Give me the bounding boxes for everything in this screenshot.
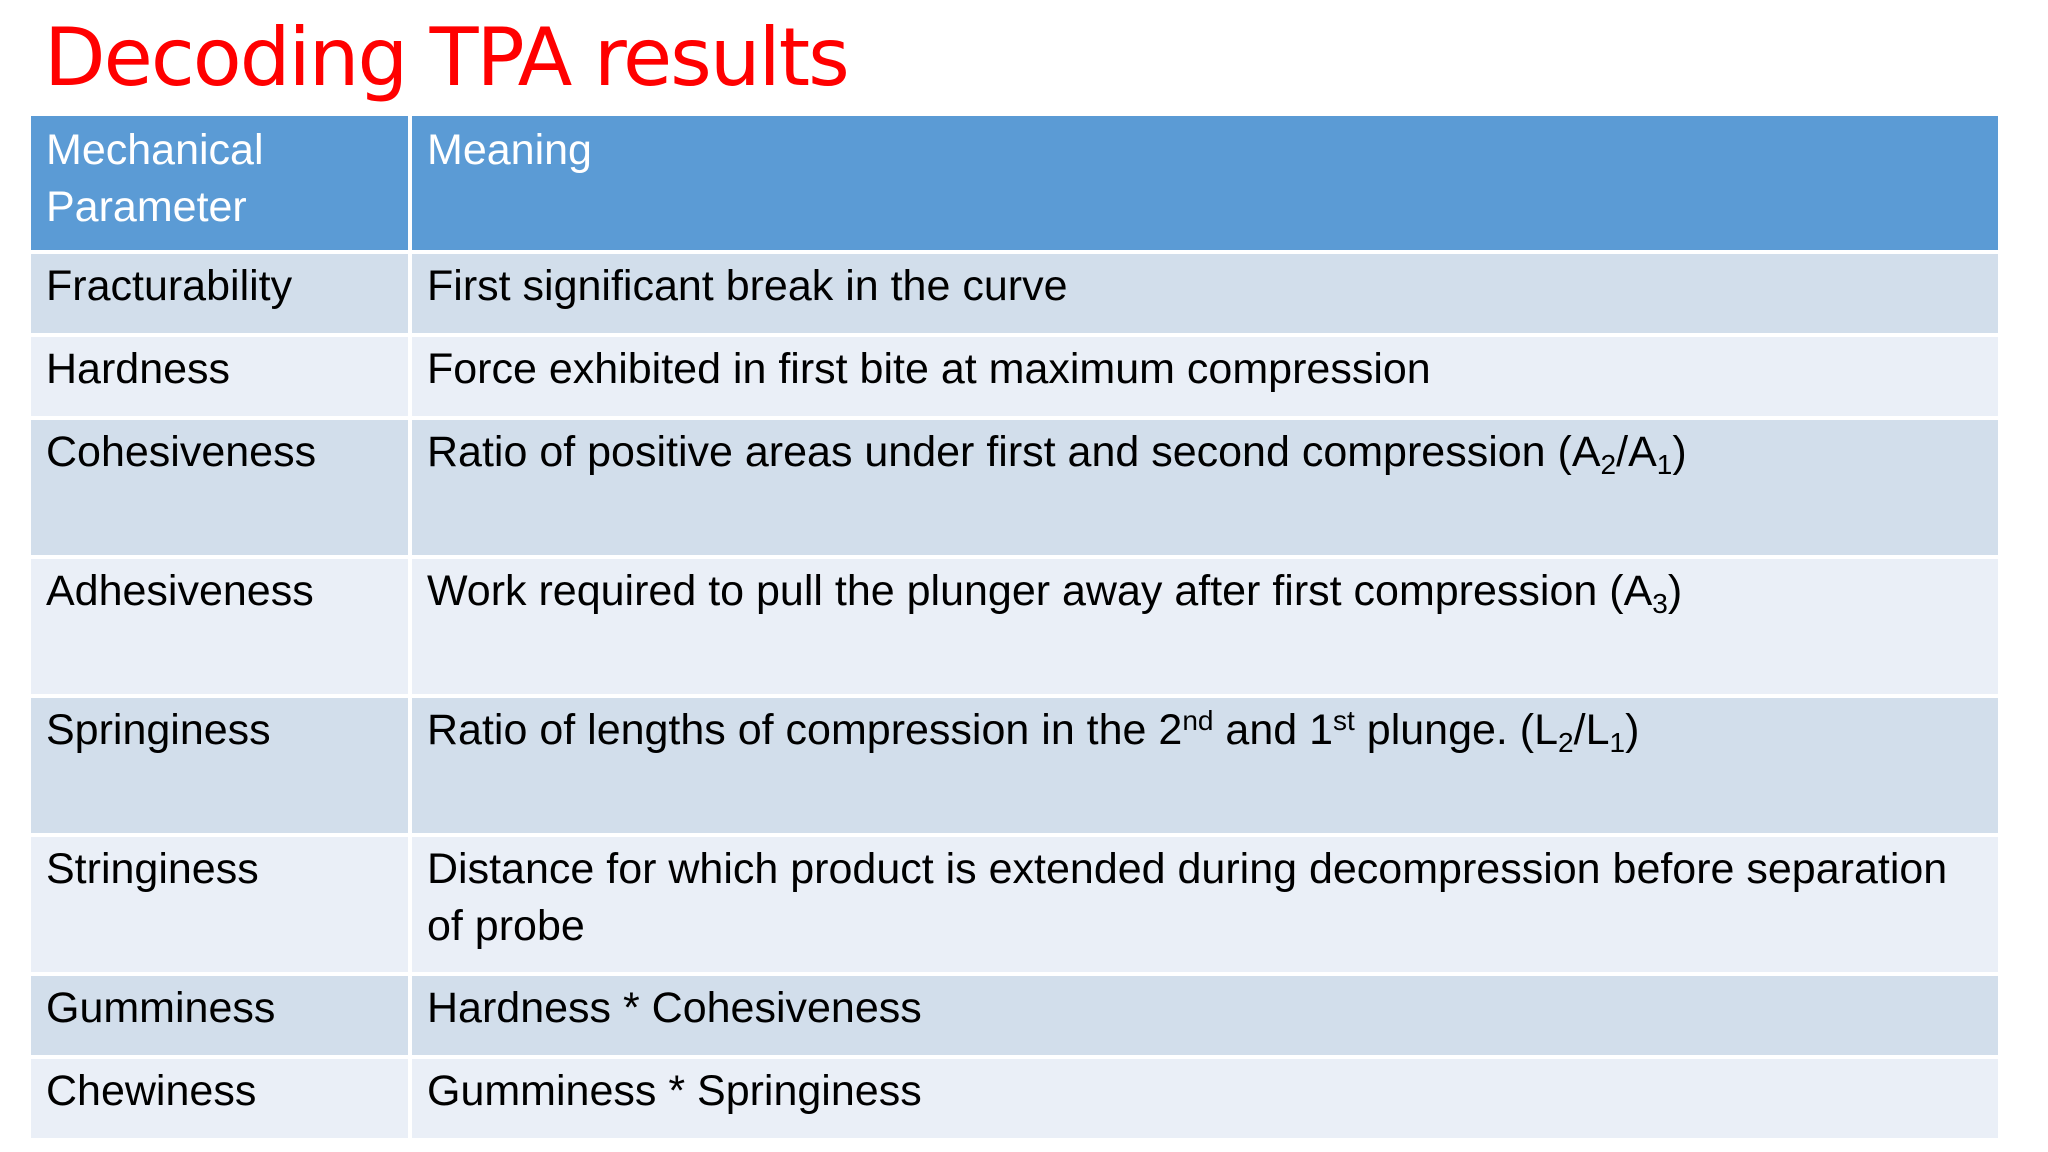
parameter-cell: Fracturability [29,252,410,335]
table-row-adhesiveness [29,557,2000,696]
table-row-stringiness [29,835,2000,974]
formula-close: ) [1672,428,1687,476]
meaning-cell: Force exhibited in first bite at maximum compression [410,335,2000,418]
table-row-cohesiveness [29,418,2000,557]
parameter-cell: Cohesiveness [29,418,410,557]
meaning-cell [410,418,2000,557]
formula-slash: / [1616,428,1629,476]
formula-subscript: 1 [1609,727,1626,758]
meaning-cell: Distance for which product is extended during decompression before separation of probe [410,835,2000,974]
formula-slash: / [1573,706,1586,754]
parameter-cell: Chewiness [29,1057,410,1140]
table-row-fracturability [29,252,2000,335]
formula-var: A [1628,428,1657,476]
meaning-cell: Gumminess * Springiness [410,1057,2000,1140]
parameter-cell: Adhesiveness [29,557,410,696]
meaning-text: Ratio of lengths of compression in the 2 [427,706,1183,754]
meaning-cell: First significant break in the curve [410,252,2000,335]
formula-subscript: 2 [1600,449,1617,480]
meaning-cell: Hardness * Cohesiveness [410,974,2000,1057]
meaning-text: Work required to pull the plunger away after first compression ( [427,567,1624,615]
table-header-row [29,114,2000,252]
parameter-cell: Springiness [29,696,410,835]
formula-close: ) [1625,706,1640,754]
ordinal-superscript: nd [1182,705,1214,736]
header-parameter: Mechanical Parameter [29,114,410,252]
table-row-springiness [29,696,2000,835]
formula-subscript: 3 [1652,588,1668,619]
formula-subscript: 1 [1656,449,1673,480]
parameter-cell: Hardness [29,335,410,418]
formula-close: ) [1667,567,1683,615]
meaning-text: plunge. ( [1354,706,1535,754]
formula-var: A [1623,567,1653,615]
formula-var: A [1571,428,1601,476]
table-row-hardness [29,335,2000,418]
meaning-text: and 1 [1213,706,1334,754]
meaning-cell [410,696,2000,835]
parameter-cell: Gumminess [29,974,410,1057]
formula-subscript: 2 [1558,727,1574,758]
tpa-parameter-table [27,112,2002,1142]
header-meaning: Meaning [410,114,2000,252]
meaning-text: Ratio of positive areas under first and second compression ( [427,428,1572,476]
formula-var: L [1585,706,1610,754]
table-row-gumminess [29,974,2000,1057]
meaning-cell [410,557,2000,696]
table-row-chewiness [29,1057,2000,1140]
page-title: Decoding TPA results [44,11,848,104]
parameter-cell: Stringiness [29,835,410,974]
ordinal-superscript: st [1333,705,1355,736]
formula-var: L [1534,706,1559,754]
